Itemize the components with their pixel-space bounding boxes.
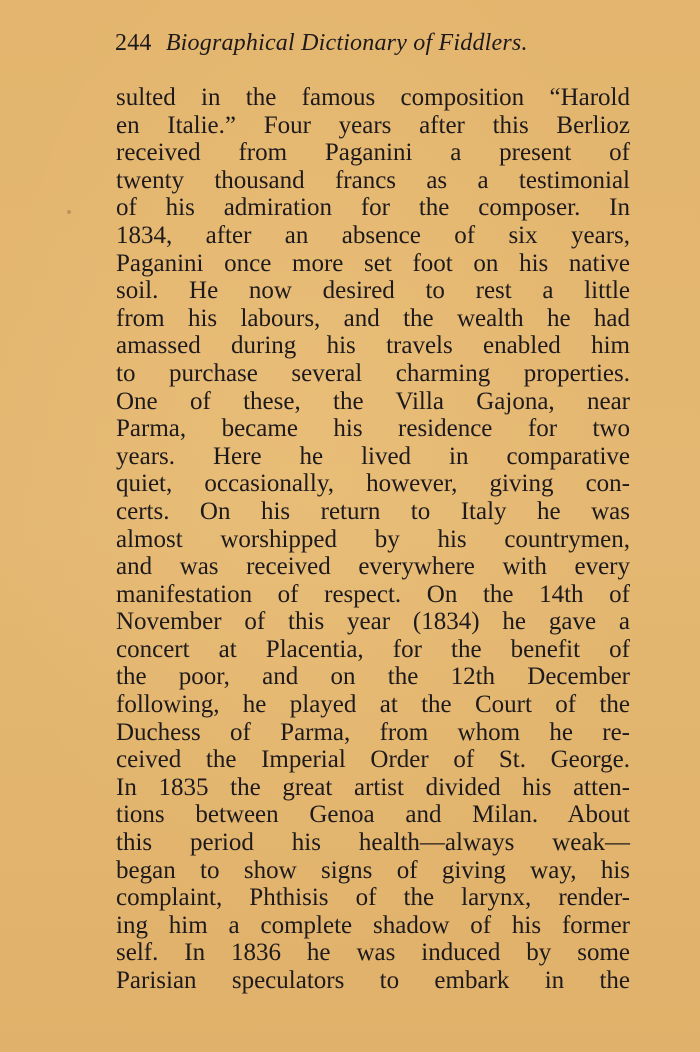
text-line: to purchase several charming properties. <box>116 359 630 387</box>
text-line: amassed during his travels enabled him <box>116 332 630 360</box>
text-line: en Italie.” Four years after this Berlioz <box>116 111 630 139</box>
text-line: quiet, occasionally, however, giving con- <box>116 470 630 498</box>
text-line: this period his health—always weak— <box>116 829 630 857</box>
body-text <box>116 84 630 995</box>
text-line: almost worshipped by his countrymen, <box>116 525 630 553</box>
text-line: certs. On his return to Italy he was <box>116 497 630 525</box>
text-line: ceived the Imperial Order of St. George. <box>116 746 630 774</box>
text-line: of his admiration for the composer. In <box>116 194 630 222</box>
text-line: complaint, Phthisis of the larynx, render- <box>116 884 630 912</box>
text-line: concert at Placentia, for the benefit of <box>116 635 630 663</box>
text-line: Duchess of Parma, from whom he re- <box>116 718 630 746</box>
text-line: In 1835 the great artist divided his atten- <box>116 773 630 801</box>
text-line: the poor, and on the 12th December <box>116 663 630 691</box>
text-line: began to show signs of giving way, his <box>116 856 630 884</box>
text-line: Parma, became his residence for two <box>116 415 630 443</box>
text-line: following, he played at the Court of the <box>116 691 630 719</box>
text-line: tions between Genoa and Milan. About <box>116 801 630 829</box>
text-line: years. Here he lived in comparative <box>116 442 630 470</box>
running-head <box>115 30 595 57</box>
text-line: One of these, the Villa Gajona, near <box>116 387 630 415</box>
text-line: and was received everywhere with every <box>116 553 630 581</box>
text-line: from his labours, and the wealth he had <box>116 304 630 332</box>
text-line: sulted in the famous composition “Harold <box>116 84 630 111</box>
text-line: 1834, after an absence of six years, <box>116 221 630 249</box>
running-title: Biographical Dictionary of Fiddlers. <box>165 30 528 56</box>
paper-speck <box>67 210 71 214</box>
text-line: self. In 1836 he was induced by some <box>116 939 630 967</box>
text-line: Parisian speculators to embark in the <box>116 967 630 994</box>
text-line: manifestation of respect. On the 14th of <box>116 580 630 608</box>
text-line: ing him a complete shadow of his former <box>116 911 630 939</box>
page-number: 244 <box>115 30 152 56</box>
text-line: twenty thousand francs as a testimonial <box>116 166 630 194</box>
text-line: November of this year (1834) he gave a <box>116 608 630 636</box>
text-line: received from Paganini a present of <box>116 139 630 167</box>
text-line: soil. He now desired to rest a little <box>116 277 630 305</box>
text-line: Paganini once more set foot on his native <box>116 249 630 277</box>
